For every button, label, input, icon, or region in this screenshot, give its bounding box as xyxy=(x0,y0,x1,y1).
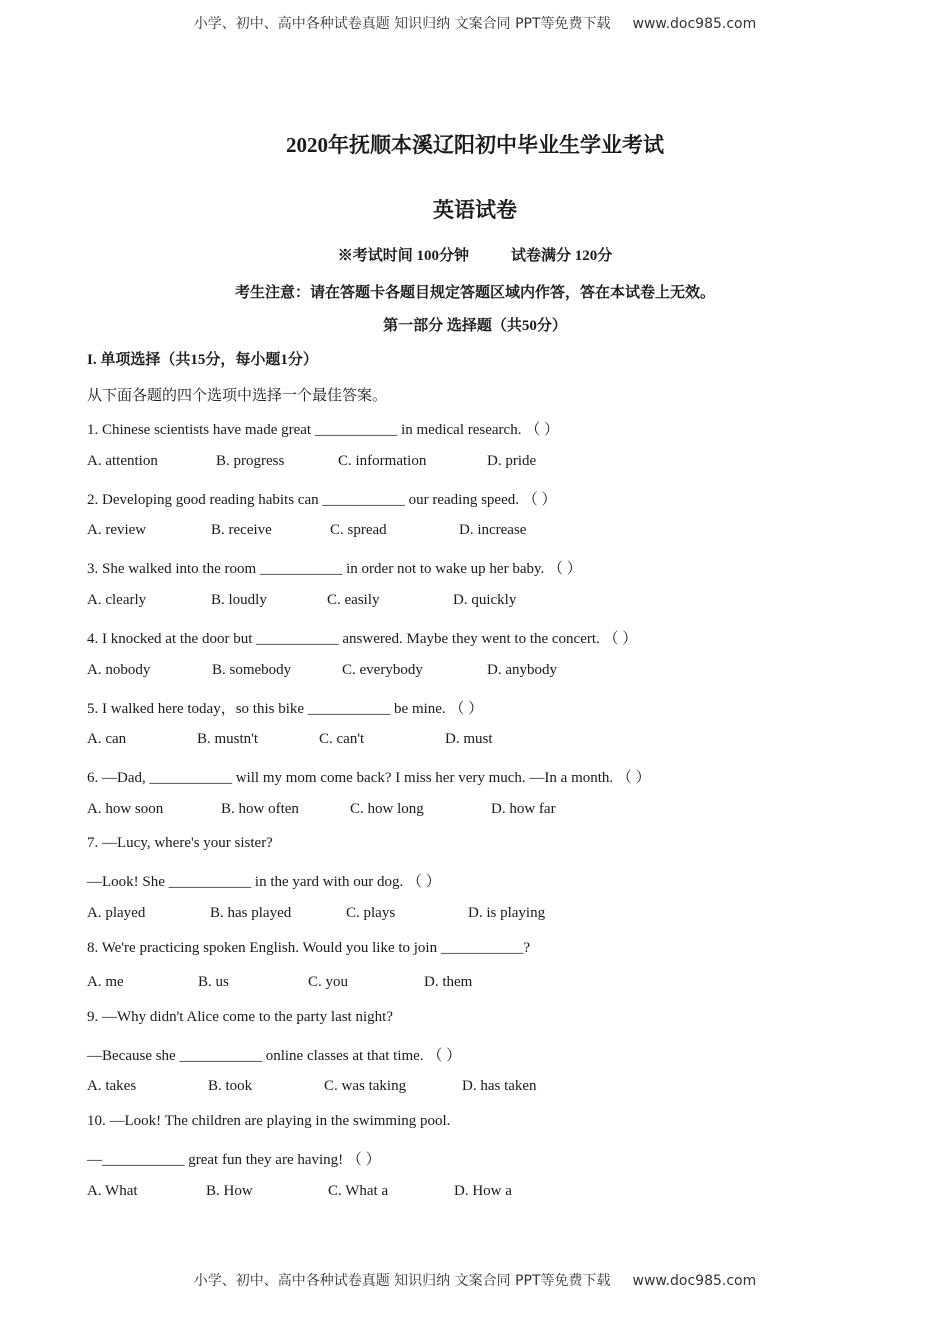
answer-option: A. What xyxy=(87,1183,138,1199)
question-stem: 3. She walked into the room ___________ in order not to wake up her baby. （ ） xyxy=(87,561,582,577)
answer-option: B. receive xyxy=(211,522,272,538)
answer-option: D. pride xyxy=(487,453,537,469)
answer-option: C. easily xyxy=(327,592,380,608)
answer-option: C. spread xyxy=(330,522,387,538)
question-stem: 8. We're practicing spoken English. Would you like to join ___________? xyxy=(87,940,531,956)
question-stem: 7. —Lucy, where's your sister? xyxy=(87,835,273,851)
answer-option: D. anybody xyxy=(487,662,557,678)
page-header xyxy=(0,13,950,33)
part-title: 第一部分 选择题（共50分） xyxy=(383,318,567,334)
footer-site-link[interactable]: www.doc985.com xyxy=(632,1273,757,1289)
answer-option: B. progress xyxy=(216,453,285,469)
answer-option: D. quickly xyxy=(453,592,517,608)
answer-option: D. how far xyxy=(491,801,556,817)
exam-notice: 考生注意：请在答题卡各题目规定答题区域内作答，答在本试卷上无效。 xyxy=(234,285,715,301)
question-line: —___________ great fun they are having! （ ） xyxy=(87,1152,381,1168)
header-text: 小学、初中、高中各种试卷真题 知识归纳 文案合同 PPT等免费下载 xyxy=(193,16,611,32)
answer-option: A. attention xyxy=(87,453,158,469)
answer-option: B. How xyxy=(206,1183,253,1199)
answer-option: C. how long xyxy=(350,801,424,817)
answer-option: C. plays xyxy=(346,905,396,921)
question-stem: 6. —Dad, ___________ will my mom come back? I miss her very much. —In a month. （ ） xyxy=(87,770,651,786)
answer-option: C. can't xyxy=(319,731,365,747)
answer-option: C. everybody xyxy=(342,662,423,678)
answer-option: B. has played xyxy=(210,905,292,921)
section-title: I. 单项选择（共15分，每小题1分） xyxy=(87,352,318,368)
answer-option: C. you xyxy=(308,974,349,990)
question-stem: 1. Chinese scientists have made great ___________ in medical research. （ ） xyxy=(87,422,559,438)
answer-option: C. was taking xyxy=(324,1078,407,1094)
answer-option: B. loudly xyxy=(211,592,267,608)
answer-option: B. mustn't xyxy=(197,731,259,747)
header-site-link[interactable]: www.doc985.com xyxy=(632,16,757,32)
instruction: 从下面各题的四个选项中选择一个最佳答案。 xyxy=(87,388,388,404)
answer-option: B. took xyxy=(208,1078,253,1094)
answer-option: A. played xyxy=(87,905,146,921)
question-stem: 10. —Look! The children are playing in the swimming pool. xyxy=(87,1113,451,1129)
exam-time: ※考试时间 100分钟 xyxy=(337,248,469,264)
answer-option: D. is playing xyxy=(468,905,546,921)
answer-option: A. review xyxy=(87,522,147,538)
question-line: —Because she ___________ online classes at that time. （ ） xyxy=(87,1048,462,1064)
question-stem: 5. I walked here today，so this bike ___________ be mine. （ ） xyxy=(87,701,484,717)
exam-score: 试卷满分 120分 xyxy=(511,248,613,264)
exam-title: 2020年抚顺本溪辽阳初中毕业生学业考试 xyxy=(286,133,664,157)
answer-option: A. how soon xyxy=(87,801,164,817)
answer-option: D. must xyxy=(445,731,493,747)
answer-option: B. us xyxy=(198,974,229,990)
answer-option: C. information xyxy=(338,453,427,469)
page-footer xyxy=(0,1270,950,1290)
question-stem: 9. —Why didn't Alice come to the party last night? xyxy=(87,1009,393,1025)
footer-text: 小学、初中、高中各种试卷真题 知识归纳 文案合同 PPT等免费下载 xyxy=(193,1273,611,1289)
question-line: —Look! She ___________ in the yard with our dog. （ ） xyxy=(87,874,441,890)
answer-option: A. nobody xyxy=(87,662,151,678)
answer-option: B. somebody xyxy=(212,662,292,678)
answer-option: C. What a xyxy=(328,1183,389,1199)
answer-option: D. How a xyxy=(454,1183,512,1199)
answer-option: D. them xyxy=(424,974,473,990)
question-stem: 2. Developing good reading habits can ___________ our reading speed. （ ） xyxy=(87,492,557,508)
answer-option: D. increase xyxy=(459,522,527,538)
answer-option: A. me xyxy=(87,974,124,990)
answer-option: A. can xyxy=(87,731,127,747)
answer-option: B. how often xyxy=(221,801,299,817)
exam-info xyxy=(0,244,950,265)
answer-option: A. takes xyxy=(87,1078,137,1094)
exam-subtitle: 英语试卷 xyxy=(433,198,517,222)
question-stem: 4. I knocked at the door but ___________ answered. Maybe they went to the concert. （ ） xyxy=(87,631,638,647)
answer-option: D. has taken xyxy=(462,1078,537,1094)
answer-option: A. clearly xyxy=(87,592,147,608)
